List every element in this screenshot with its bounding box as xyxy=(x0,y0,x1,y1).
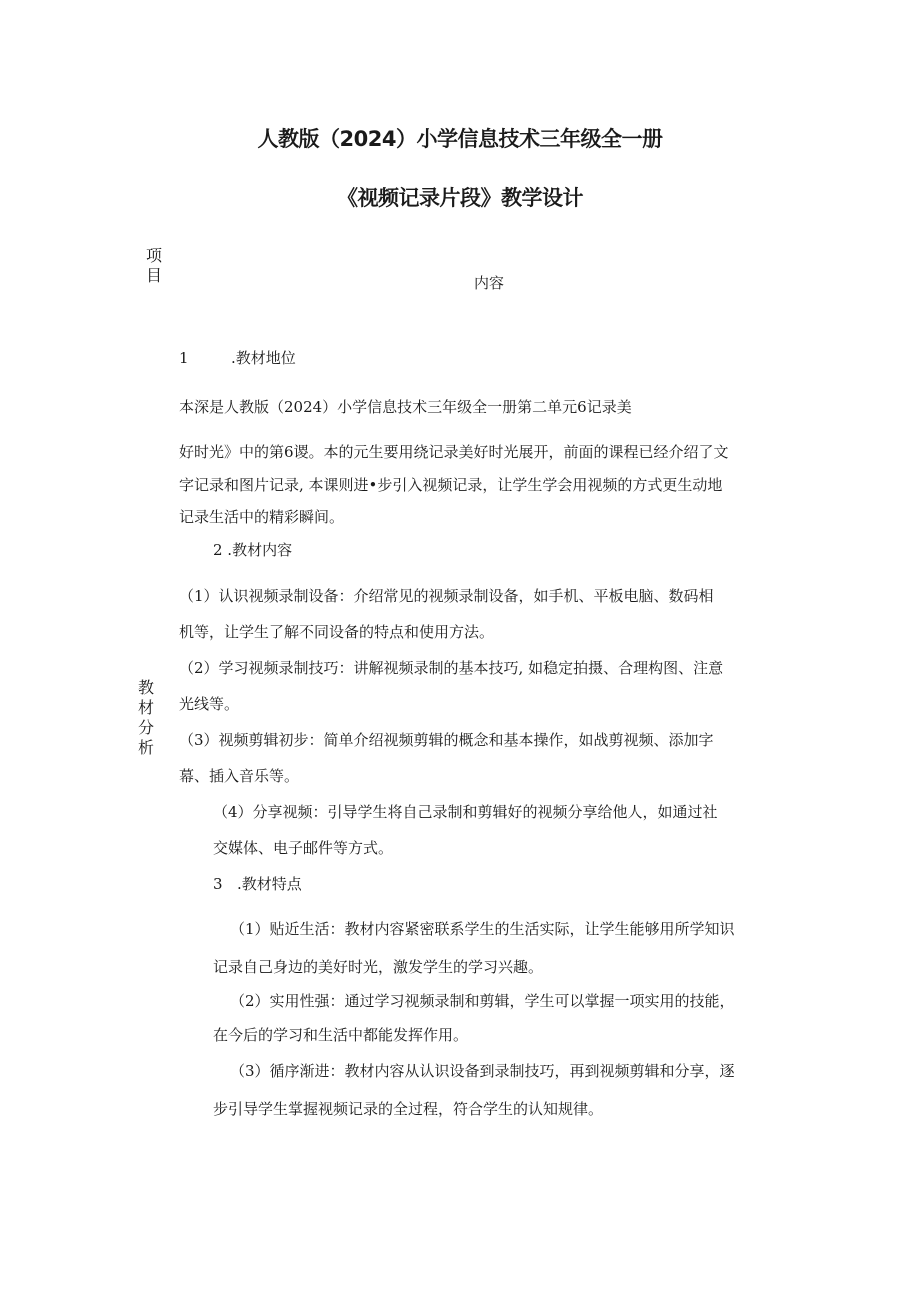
row-label-char-4: 析 xyxy=(138,738,155,757)
section-3-number: 3 xyxy=(213,875,223,893)
section-2-item-1-line-1: （1）认识视频录制设备：介绍常见的视频录制设备，如手机、平板电脑、数码相 xyxy=(179,587,714,605)
row-label-char-2: 材 xyxy=(138,698,155,717)
section-1-paragraph-2-line-2: 字记录和图片记录, 本课则进•步引入视频记录，让学生学会用视频的方式更生动地 xyxy=(179,476,723,494)
item-header-char-2: 目 xyxy=(146,266,163,285)
section-2-item-4-line-1: （4）分享视频：引导学生将自己录制和剪辑好的视频分享给他人，如通过社 xyxy=(213,803,718,821)
section-3-item-3-line-1: （3）循序渐进：教材内容从认识设备到录制技巧，再到视频剪辑和分享，逐 xyxy=(230,1062,735,1080)
document-subtitle: 《视频记录片段》教学设计 xyxy=(337,186,583,210)
section-2-heading: 2 .教材内容 xyxy=(213,541,293,559)
section-3-item-1-line-2: 记录自己身边的美好时光，激发学生的学习兴趣。 xyxy=(213,958,544,976)
section-2-item-1-line-2: 机等，让学生了解不同设备的特点和使用方法。 xyxy=(179,623,495,641)
section-2-item-4-line-2: 交媒体、电子邮件等方式。 xyxy=(213,839,394,857)
section-1-title: .教材地位 xyxy=(231,349,296,367)
section-1-paragraph-2-line-1: 好时光》中的第6谡。本的元生要用绕记录美好时光展开，前面的课程已经介绍了文 xyxy=(179,443,729,461)
section-3-item-2-line-1: （2）实用性强：通过学习视频录制和剪辑，学生可以掌握一项实用的技能， xyxy=(230,992,735,1010)
section-2-item-2-line-1: （2）学习视频录制技巧：讲解视频录制的基本技巧, 如稳定拍摄、合理构图、注意 xyxy=(179,659,724,677)
section-3-item-3-line-2: 步引导学生掌握视频记录的全过程，符合学生的认知规律。 xyxy=(213,1100,604,1118)
section-1-paragraph-1: 本深是人教版（2024）小学信息技术三年级全一册第二单元6记录美 xyxy=(179,398,632,416)
section-1-heading xyxy=(179,348,296,368)
row-label-char-1: 教 xyxy=(138,678,155,697)
row-label-char-3: 分 xyxy=(138,718,155,737)
section-2-item-3-line-2: 幕、插入音乐等。 xyxy=(179,767,300,785)
section-3-title: .教材特点 xyxy=(237,875,302,893)
content-header: 内容 xyxy=(474,274,505,292)
item-header-char-1: 项 xyxy=(146,246,163,265)
section-3-item-1-line-1: （1）贴近生活：教材内容紧密联系学生的生活实际，让学生能够用所学知识 xyxy=(230,920,735,938)
section-1-number: 1 xyxy=(179,349,189,367)
document-title: 人教版（2024）小学信息技术三年级全一册 xyxy=(257,127,663,151)
section-3-heading xyxy=(213,874,302,894)
section-2-item-2-line-2: 光线等。 xyxy=(179,695,240,713)
section-2-item-3-line-1: （3）视频剪辑初步：简单介绍视频剪辑的概念和基本操作，如战剪视频、添加字 xyxy=(179,731,714,749)
section-3-item-2-line-2: 在今后的学习和生活中都能发挥作用。 xyxy=(213,1026,469,1044)
section-1-paragraph-2-line-3: 记录生活中的精彩瞬间。 xyxy=(179,508,345,526)
